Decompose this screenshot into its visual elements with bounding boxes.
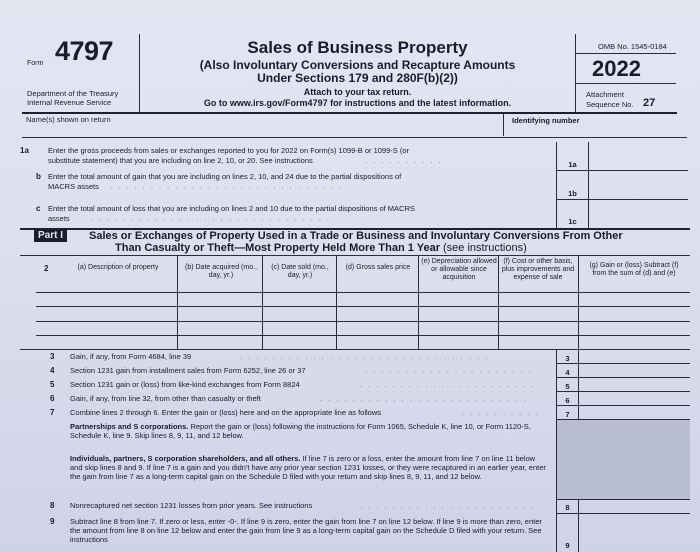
col-b-header: (b) Date acquired (mo., day, yr.): [185, 264, 257, 279]
line-2-number: 2: [44, 264, 49, 273]
header-divider-left: [139, 34, 140, 112]
omb-rule: [576, 53, 676, 54]
col-g-header: (g) Gain or (loss) Subtract (f) from the sum of (d) and (e): [589, 262, 679, 277]
table-bottom-rule: [20, 349, 690, 350]
id-label: Identifying number: [512, 116, 580, 125]
line-5-input[interactable]: [579, 378, 690, 391]
line-1a-box-label: 1a: [568, 160, 577, 169]
partnerships-instruction: Partnerships and S corporations. Report the gain or (loss) following the instructions for Form 1065, Schedule K, line 10, or Form 1120-S, Schedule K, line 9. Skip lines 8, 9, 11, and 12 below.: [70, 422, 531, 440]
line-5-leader: . . . . . . . . . . . . . . . . . . . . . .: [360, 380, 536, 389]
header-bottom-rule: [22, 112, 677, 114]
line-1a-leader: . . . . . . . . . .: [365, 156, 443, 165]
year-rule: [576, 83, 676, 84]
dept-line2: Internal Revenue Service: [27, 98, 112, 107]
names-bottom-rule: [22, 137, 687, 138]
attach-instruction: Attach to your tax return.: [303, 87, 412, 97]
col-f-header: (f) Cost or other basis, plus improvements and expense of sale: [501, 258, 575, 281]
line-1c-leader: . . . . . . . . . . . . . . . . . . . . . . . . . . . . . .: [90, 214, 331, 223]
line-1a-number: 1a: [20, 146, 29, 155]
part1-badge: Part I: [34, 229, 67, 242]
line-9-text: Subtract line 8 from line 7. If zero or less, enter -0-. If line 9 is zero, enter the gain from line 7 on line 12 below. If line 9 is more than zero, enter the amount from line 8 on line 12 below and enter the gain from line 9 as a long-term capital gain on the Schedule D filed with your return. See instructions: [70, 517, 542, 544]
names-label: Name(s) shown on return: [26, 115, 111, 124]
line-9-box-label: 9: [565, 541, 570, 550]
line-1b-text-1: Enter the total amount of gain that you are including on lines 2, 10, and 24 due to the partial dispositions of: [48, 172, 402, 181]
part1-title-2: Than Casualty or Theft—Most Property Held More Than 1 Year: [115, 242, 440, 254]
col-e-header: (e) Depreciation allowed or allowable since acquisition: [421, 258, 497, 281]
line-1c-text-2: assets: [48, 214, 70, 223]
header-divider-right: [575, 34, 576, 112]
line-9-input[interactable]: [579, 514, 690, 552]
sequence-label: Sequence No.: [586, 100, 634, 109]
line-6-text: Gain, if any, from line 32, from other than casualty or theft: [70, 394, 261, 403]
col-c-header: (c) Date sold (mo., day, yr.): [271, 264, 329, 279]
dept-line1: Department of the Treasury: [27, 89, 119, 98]
line-7-box-label: 7: [565, 410, 570, 419]
line-6-leader: . . . . . . . . . . . . . . . . . . . . . . . . . .: [320, 394, 529, 403]
attachment-label: Attachment: [586, 90, 624, 99]
line-8-text: Nonrecaptured net section 1231 losses from prior years. See instructions: [70, 501, 313, 510]
line-1a-input[interactable]: [589, 143, 687, 169]
omb-number: OMB No. 1545-0184: [598, 42, 667, 51]
line-1b-number: b: [36, 172, 41, 181]
col-d-header: (d) Gross sales price: [345, 264, 411, 271]
form-word: Form: [27, 60, 44, 67]
line-3-leader: . . . . . . . . . . . . . . . . . . . . . . . . . . . . . . .: [240, 352, 490, 361]
line-7-input[interactable]: [579, 406, 690, 419]
form-subtitle-1: (Also Involuntary Conversions and Recapture Amounts: [199, 58, 516, 72]
line-1c-number: c: [36, 204, 41, 213]
line-3-input[interactable]: [579, 351, 690, 363]
line-9-number: 9: [50, 517, 55, 526]
line-1a-text-2: substitute statement) that you are including on line 2, 10, or 20. See instructions: [48, 156, 313, 165]
shaded-area: [557, 420, 690, 499]
line-8-number: 8: [50, 501, 55, 510]
line-6-number: 6: [50, 394, 55, 403]
line-8-leader: . . . . . . . . . . . . . . . . . . . . . .: [360, 501, 536, 510]
line-1c-box-label: 1c: [568, 217, 577, 226]
individuals-instruction: Individuals, partners, S corporation shareholders, and all others. If line 7 is zero or a loss, enter the amount from line 7 on line 11 below and skip lines 8 and 9. If line 7 is a gain and you didn't have any prior year section 1231 losses, or they were recaptured in an earlier year, enter the gain from line 7 as a long-term capital gain on the Schedule D filed with your return and skip lines 8, 9, 11, and 12 below.: [70, 454, 546, 481]
line-4-input[interactable]: [579, 364, 690, 377]
identifying-number-field[interactable]: [505, 126, 677, 136]
line-3-box-label: 3: [565, 354, 570, 363]
tax-year: 2022: [592, 56, 641, 81]
line-6-input[interactable]: [579, 392, 690, 405]
line-1b-input[interactable]: [589, 171, 687, 198]
line-1c-text-1: Enter the total amount of loss that you are including on lines 2 and 10 due to the partial dispositions of MACRS: [48, 204, 415, 213]
form-subtitle-2: Under Sections 179 and 280F(b)(2)): [257, 71, 458, 85]
line-1b-leader: . . . . . . . . . . . . . . . . . . . . . . . . . . . . .: [110, 182, 343, 191]
line-3-number: 3: [50, 352, 55, 361]
line-7-leader: . . . . . . . . . .: [462, 408, 540, 417]
line-5-number: 5: [50, 380, 55, 389]
line-6-box-label: 6: [565, 396, 570, 405]
line-4-number: 4: [50, 366, 55, 375]
line-4-text: Section 1231 gain from installment sales from Form 6252, line 26 or 37: [70, 366, 306, 375]
names-divider: [503, 114, 504, 136]
names-field[interactable]: [26, 124, 501, 136]
part1-header-rule: [20, 255, 690, 256]
line-8-box-label: 8: [565, 503, 570, 512]
line-3-text: Gain, if any, from Form 4684, line 39: [70, 352, 192, 361]
line-1b-box-label: 1b: [568, 189, 577, 198]
table-row[interactable]: [37, 293, 690, 306]
part1-title-note: (see instructions): [443, 242, 527, 254]
table-row[interactable]: [37, 336, 690, 349]
line-1a-text-1: Enter the gross proceeds from sales or exchanges reported to you for 2022 on Form(s) 1099-B or 1099-S (or: [48, 146, 410, 155]
line-1c-input[interactable]: [589, 200, 687, 227]
line-8-input[interactable]: [579, 500, 690, 513]
line-5-box-label: 5: [565, 382, 570, 391]
line-7-text: Combine lines 2 through 6. Enter the gain or (loss) here and on the appropriate line as follows: [70, 408, 382, 417]
form-title: Sales of Business Property: [247, 38, 468, 57]
line1-box-left: [556, 142, 557, 228]
col-a-header: (a) Description of property: [77, 264, 159, 271]
table-row[interactable]: [37, 307, 690, 321]
table-row[interactable]: [37, 322, 690, 335]
form-number: 4797: [55, 36, 114, 66]
line-7-number: 7: [50, 408, 55, 417]
goto-instruction: Go to www.irs.gov/Form4797 for instructions and the latest information.: [203, 98, 512, 108]
line-4-leader: . . . . . . . . . . . . . . . . . . . . .: [365, 366, 533, 375]
line-4-box-label: 4: [565, 368, 570, 377]
line-5-text: Section 1231 gain or (loss) from like-kind exchanges from Form 8824: [70, 380, 300, 389]
part1-title-1: Sales or Exchanges of Property Used in a Trade or Business and Involuntary Conversions From Other: [89, 230, 623, 242]
line-1b-text-2: MACRS assets: [48, 182, 99, 191]
sequence-number: 27: [643, 97, 656, 109]
